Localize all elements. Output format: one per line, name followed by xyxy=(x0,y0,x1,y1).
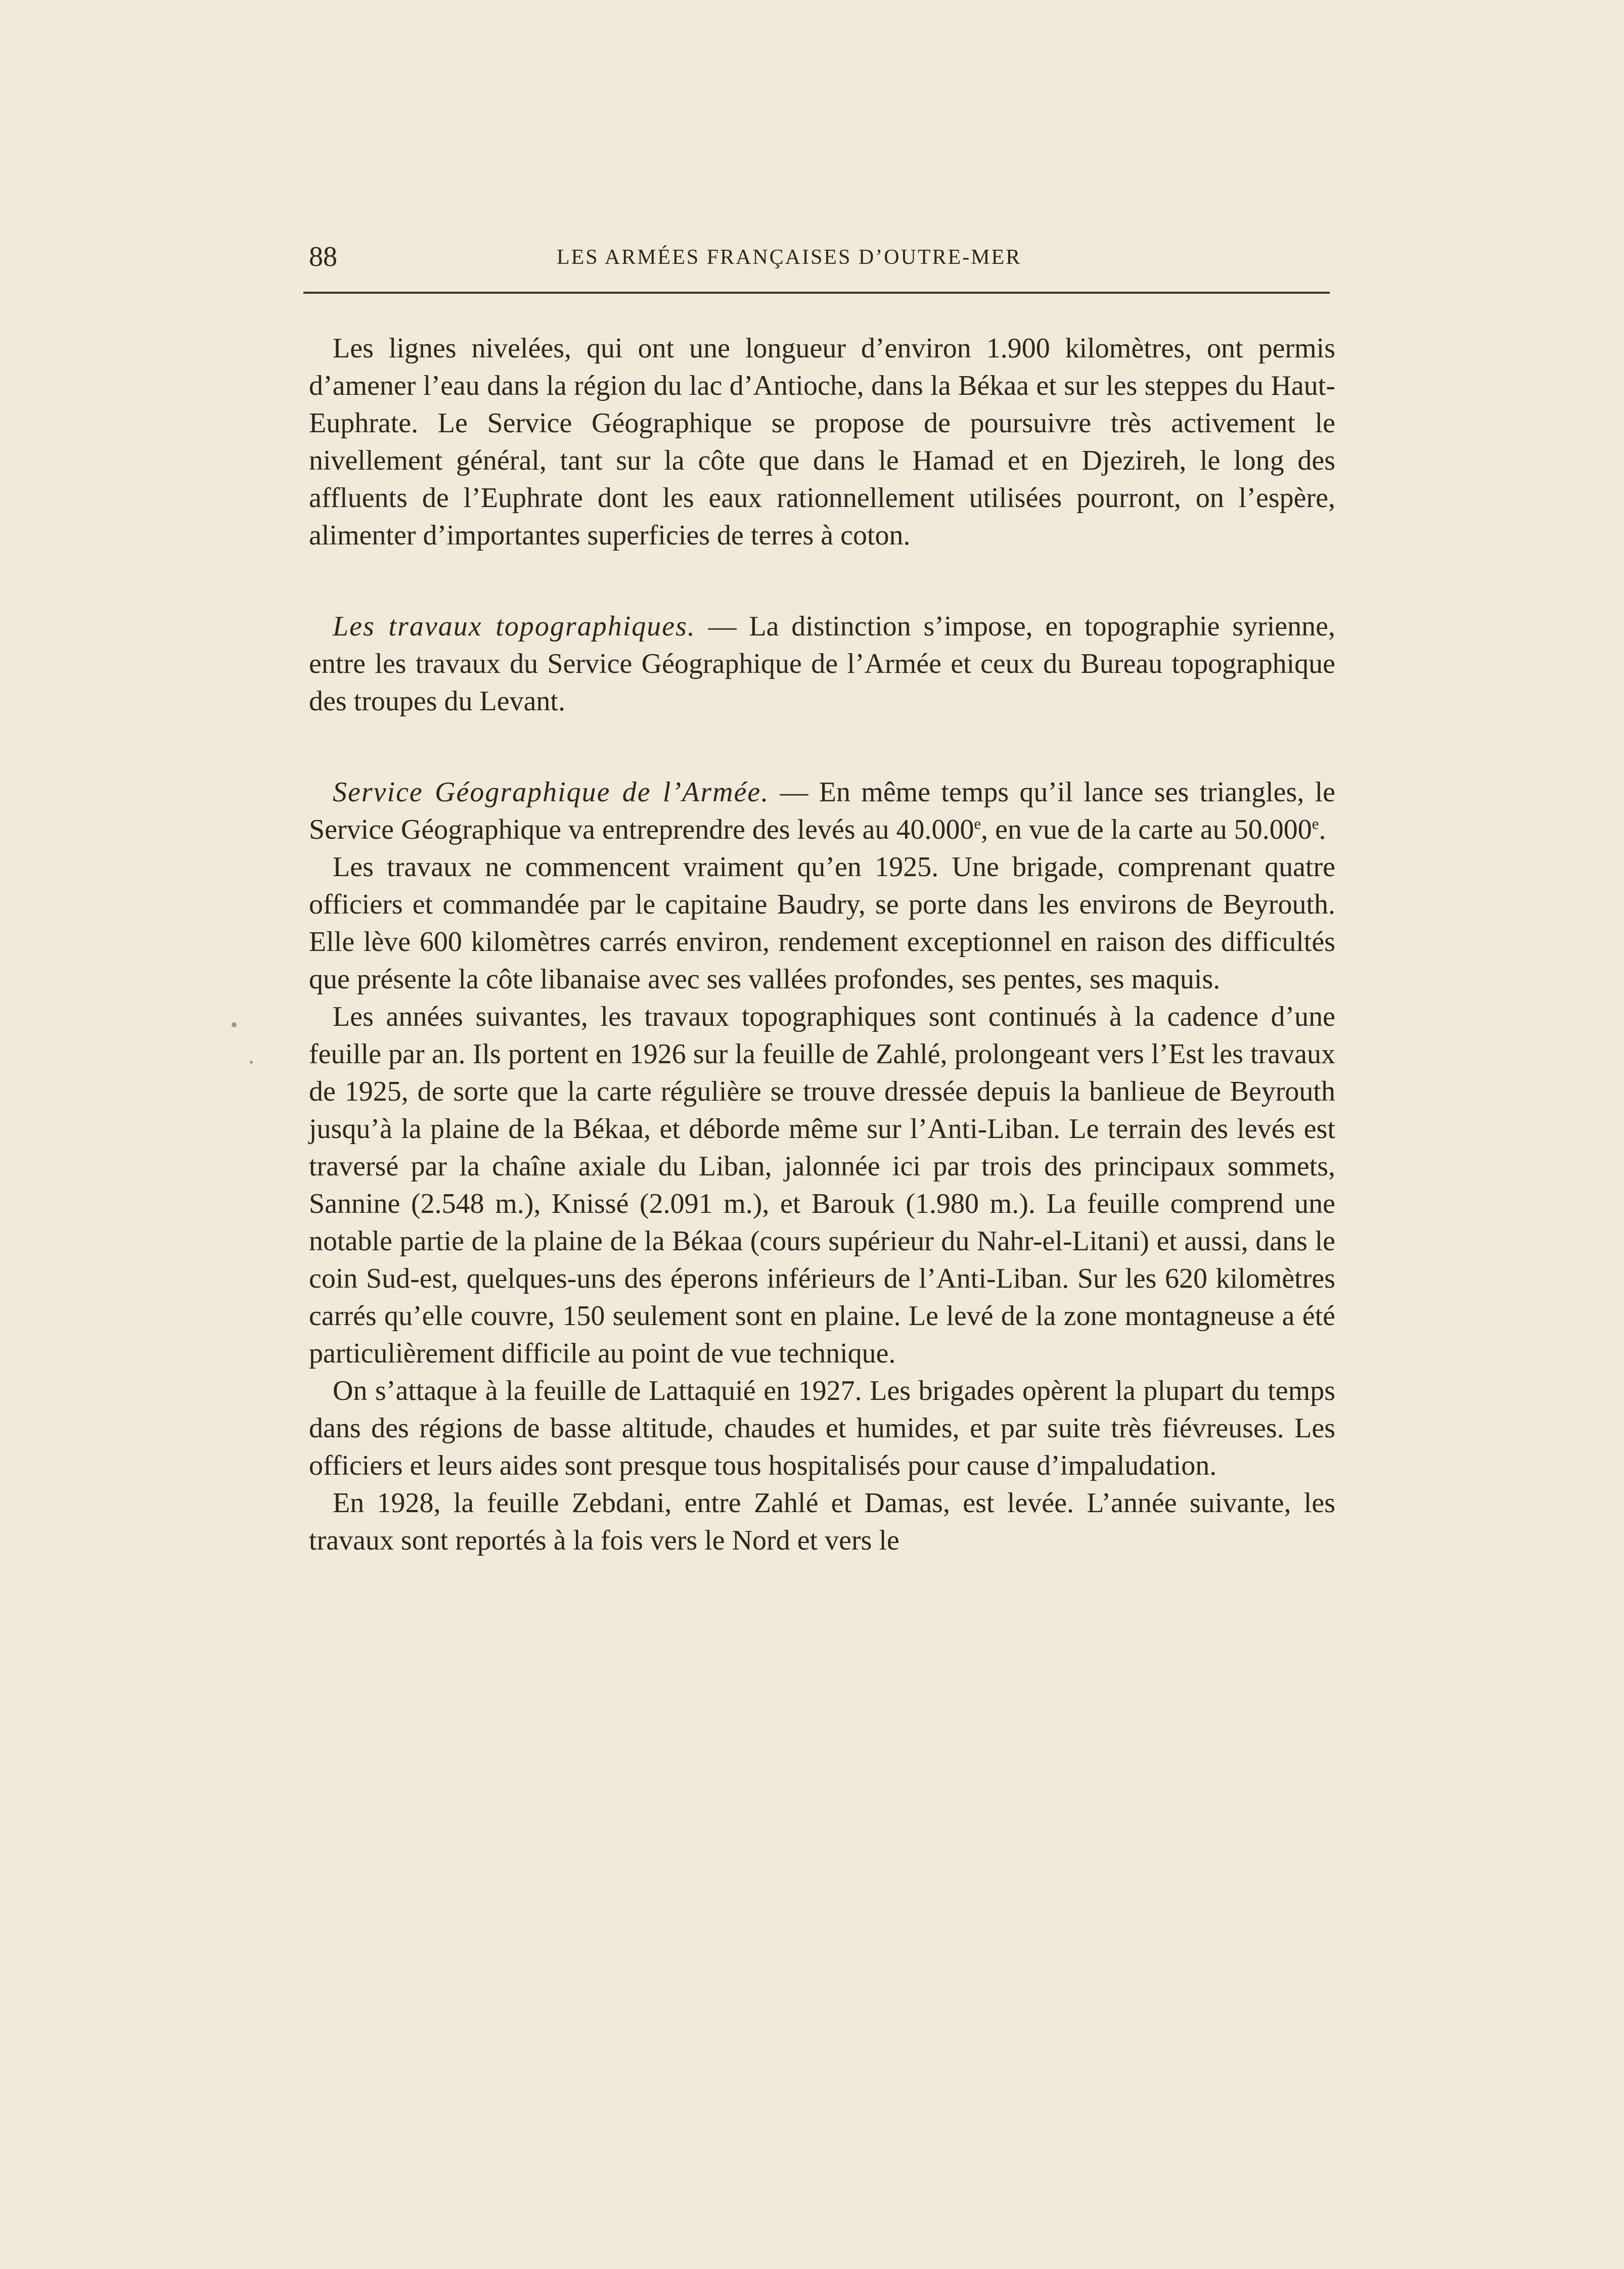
header-rule xyxy=(303,292,1330,294)
paragraph-annees-suivantes xyxy=(309,998,1335,1372)
body-text xyxy=(309,330,1335,1559)
section-heading: Service Géographique de l’Armée. xyxy=(333,777,770,808)
paragraph-text: — La distinction s’impose, en topographie syrienne, entre les travaux du Service Géographique de l’Armée et ceux du Bureau topographique des troupes du Levant. xyxy=(309,611,1335,717)
section-heading: Les travaux topographiques. xyxy=(333,611,696,642)
paragraph-service-geographique xyxy=(309,774,1335,848)
paragraph-travaux-1925 xyxy=(309,848,1335,998)
paragraph-text: Les années suivantes, les travaux topographiques sont continués à la cadence d’une feuille par an. Ils portent en 1926 sur la feuille de Zahlé, prolongeant vers l’Est les travaux de 1925, de sorte que la carte régulière se trouve dressée depuis la banlieue de Beyrouth jusqu’à la plaine de la Békaa, et déborde même sur l’Anti-Liban. Le terrain des levés est traversé par la chaîne axiale du Liban, jalonnée ici par trois des principaux sommets, Sannine (2.548 m.), Knissé (2.091 m.), et Barouk (1.980 m.). La feuille comprend une notable partie de la plaine de la Békaa (cours supérieur du Nahr-el-Litani) et aussi, dans le coin Sud-est, quelques-uns des éperons inférieurs de l’Anti-Liban. Sur les 620 kilomètres carrés qu’elle couvre, 150 seulement sont en plaine. Le levé de la zone montagneuse a été particulièrement difficile au point de vue technique. xyxy=(309,1001,1335,1369)
paragraph-text: Les travaux ne commencent vraiment qu’en 1925. Une brigade, comprenant quatre officiers et commandée par le capitaine Baudry, se porte dans les environs de Beyrouth. Elle lève 600 kilomètres carrés environ, rendement exceptionnel en raison des difficultés que présente la côte libanaise avec ses vallées profondes, ses pentes, ses maquis. xyxy=(309,851,1335,995)
paragraph-text: Les lignes nivelées, qui ont une longueur d’environ 1.900 kilomètres, ont permis d’amener l’eau dans la région du lac d’Antioche, dans la Békaa et sur les steppes du Haut-Euphrate. Le Service Géographique se propose de poursuivre très activement le nivellement général, tant sur la côte que dans le Hamad et en Djezireh, le long des affluents de l’Euphrate dont les eaux rationnellement utilisées pourront, on l’espère, alimenter d’importantes superficies de terres à coton. xyxy=(309,333,1335,551)
paragraph-travaux-topographiques xyxy=(309,608,1335,720)
paper-speck xyxy=(232,1022,237,1027)
running-title: LES ARMÉES FRANÇAISES D’OUTRE-MER xyxy=(557,246,1022,269)
paragraph-zebdani xyxy=(309,1484,1335,1559)
page-number: 88 xyxy=(309,241,337,273)
paragraph-text: . xyxy=(1319,814,1326,845)
paragraph-text: On s’attaque à la feuille de Lattaquié en 1927. Les brigades opèrent la plupart du temps dans des régions de basse altitude, chaudes et humides, et par suite très fiévreuses. Les officiers et leurs aides sont presque tous hospitalisés pour cause d’impaludation. xyxy=(309,1375,1335,1481)
paragraph-text: En 1928, la feuille Zebdani, entre Zahlé et Damas, est levée. L’année suivante, les travaux sont reportés à la fois vers le Nord et vers le xyxy=(309,1487,1335,1556)
paragraph-lattaquie xyxy=(309,1372,1335,1484)
superscript: e xyxy=(1312,815,1319,833)
paragraph-text: — En même temps qu’il lance ses triangles, le Service Géographique va entreprendre des levés au 40.000 xyxy=(309,777,1335,845)
paragraph-text: , en vue de la carte au 50.000 xyxy=(981,814,1312,845)
page-header xyxy=(309,238,1330,273)
paragraph-nivellement xyxy=(309,330,1335,554)
superscript: e xyxy=(974,815,981,833)
paper-speck xyxy=(250,1061,253,1064)
